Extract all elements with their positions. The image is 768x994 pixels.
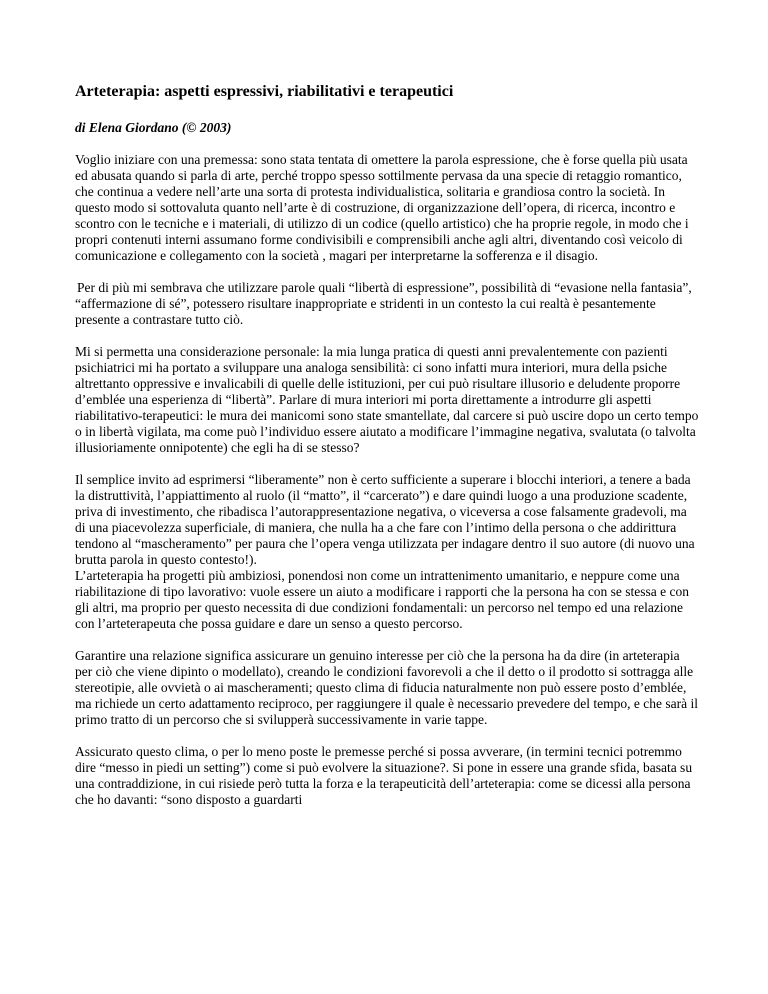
paragraph-3: Mi si permetta una considerazione personale: la mia lunga pratica di questi anni prevalentemente con pazienti psichiatrici mi ha portato a sviluppare una analoga sensibilità: ci sono infatti mura interiori, mura della psiche altrettanto oppressive e invalicabili di quelle delle istituzioni, per cui può risultare illusorio e deludente proporre d’emblée una esperienza di “libertà”. Parlare di mura interiori mi porta direttamente a introdurre gli aspetti riabilitativo-terapeutici: le mura dei manicomi sono state smantellate, dal carcere si può uscire dopo un certo tempo o in libertà vigilata, ma come può l’individuo essere aiutato a modificare l’immagine negativa, svalutata (o talvolta illusioriamente onnipotente) che egli ha di se stesso? [75,344,699,455]
author-byline: di Elena Giordano (© 2003) [75,120,232,135]
paragraph-1: Voglio iniziare con una premessa: sono stata tentata di omettere la parola espressione, che è forse quella più usata ed abusata quando si parla di arte, perché troppo spesso sottilmente pervasa da una specie di retaggio romantico, che continua a vedere nell’arte una sorta di protesta individualistica, solitaria e grandiosa contro la società. In questo modo si sottovaluta quanto nell’arte è di costruzione, di organizzazione dell’opera, di ricerca, incontro e scontro con le tecniche e i materiali, di utilizzo di un codice (quello artistico) che ha proprie regole, in modo che i propri contenuti interni assumano forme condivisibili e comprensibili anche agli altri, diventando così veicolo di comunicazione e collegamento con la società , magari per interpretarne la sofferenza e il disagio. [75,152,689,263]
paragraph-2: Per di più mi sembrava che utilizzare parole quali “libertà di espressione”, possibilità di “evasione nella fantasia”, “affermazione di sé”, potessero risultare inappropriate e stridenti in un contesto la cui realtà è pesantemente presente a contrastare tutto ciò. [75,280,692,327]
document-page [75,82,699,824]
paragraph-7: Assicurato questo clima, o per lo meno poste le premesse perché si possa avverare, (in termini tecnici potremmo dire “messo in piedi un setting”) come si può evolvere la situazione?. Si pone in essere una grande sfida, basata su una contraddizione, in cui risiede però tutta la forza e la terapeuticità dell’arteterapia: come se dicessi alla persona che ho davanti: “sono disposto a guardarti [75,744,693,807]
document-title: Arteterapia: aspetti espressivi, riabilitativi e terapeutici [75,83,454,100]
paragraph-5: L’arteterapia ha progetti più ambiziosi, ponendosi non come un intrattenimento umanitario, e neppure come una riabilitazione di tipo lavorativo: vuole essere un aiuto a modificare i rapporti che la persona ha con se stessa e con gli altri, ma proprio per questo necessita di due condizioni fondamentali: un percorso nel tempo ed una relazione con l’arteterapeuta che possa guidare e dare un senso a questo percorso. [75,568,690,631]
paragraph-6: Garantire una relazione significa assicurare un genuino interesse per ciò che la persona ha da dire (in arteterapia per ciò che viene dipinto o modellato), creando le condizioni favorevoli a che il detto o il prodotto si sottragga alle stereotipie, alle ovvietà o ai mascheramenti; questo clima di fiducia naturalmente non può essere posto d’emblée, ma richiede un certo adattamento reciproco, per raggiungere il quale è necessario prevedere del tempo, e che sarà il primo tratto di un percorso che si svilupperà successivamente in varie tappe. [75,648,698,727]
paragraph-4: Il semplice invito ad esprimersi “liberamente” non è certo sufficiente a superare i blocchi interiori, a tenere a bada la distruttività, l’appiattimento al ruolo (il “matto”, il “carcerato”) e dare quindi luogo a una produzione scadente, priva di investimento, che ribadisca l’autorappresentazione negativa, o viceversa a cose falsamente gradevoli, ma di una piacevolezza superficiale, di maniera, che nulla ha a che fare con l’intimo della persona o che addirittura tendono al “mascheramento” per paura che l’opera venga utilizzata per indagare dentro il suo autore (di nuovo una brutta parola in questo contesto!). [75,472,695,567]
